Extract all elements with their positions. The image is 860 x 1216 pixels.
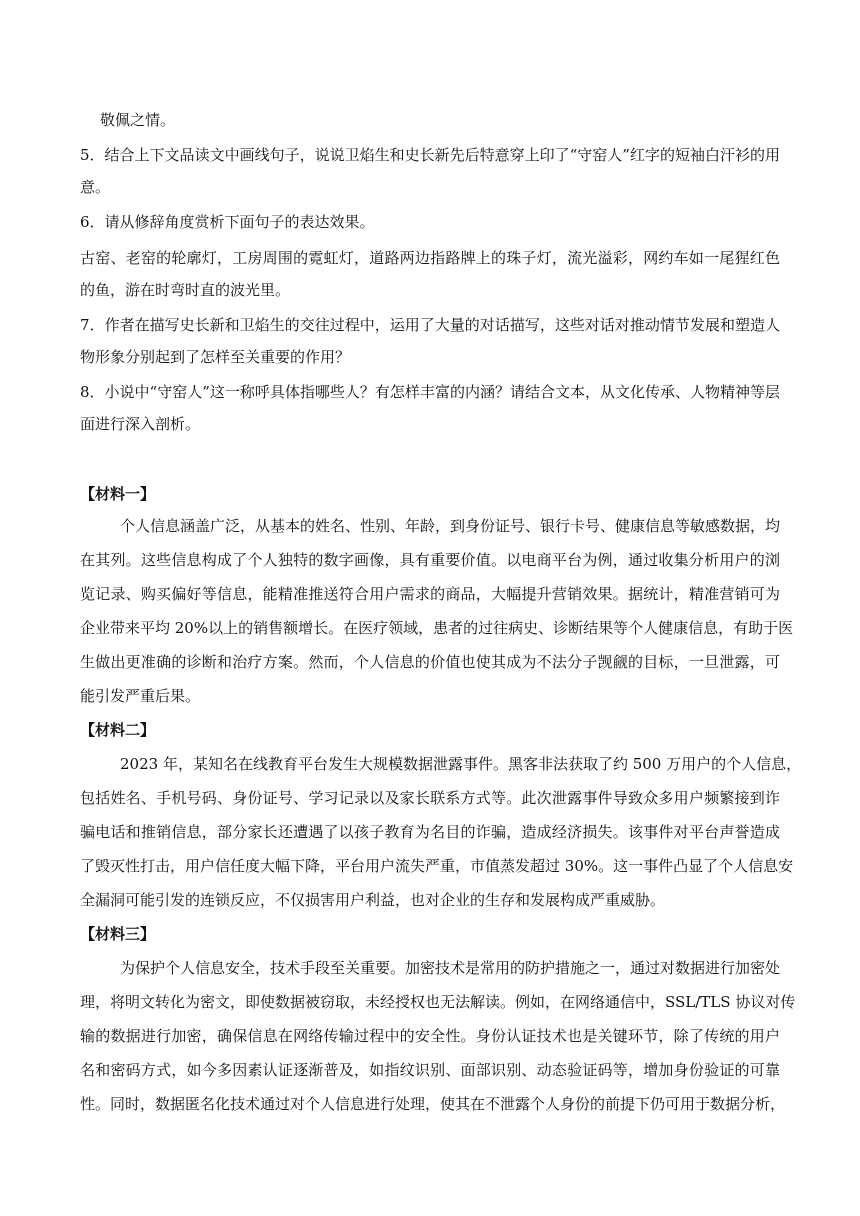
material-1-line: 企业带来平均 20%以上的销售额增长。在医疗领域，患者的过往病史、诊断结果等个人健康信息，有助于医	[80, 619, 794, 637]
question-5-line-1: 5．结合上下文品读文中画线句子，说说卫焰生和史长新先后特意穿上印了“守窑人”红字的短袖白汗衫的用	[80, 146, 780, 164]
material-1-line: 在其列。这些信息构成了个人独特的数字画像，具有重要价值。以电商平台为例，通过收集分析用户的浏	[80, 551, 780, 569]
material-3-line: 为保护个人信息安全，技术手段至关重要。加密技术是常用的防护措施之一，通过对数据进行加密处	[120, 959, 781, 977]
question-5-line-2: 意。	[80, 178, 111, 196]
material-3-line: 性。同时，数据匿名化技术通过对个人信息进行处理，使其在不泄露个人身份的前提下仍可用于数据分析，	[80, 1095, 786, 1113]
material-1-heading: 【材料一】	[80, 485, 156, 503]
question-7-line-1: 7．作者在描写史长新和卫焰生的交往过程中，运用了大量的对话描写，这些对话对推动情节发展和塑造人	[80, 316, 780, 334]
material-3-heading: 【材料三】	[80, 925, 156, 943]
material-2-heading: 【材料二】	[80, 721, 156, 739]
q4-tail-text: 敬佩之情。	[100, 111, 176, 129]
material-2-line: 全漏洞可能引发的连锁反应，不仅损害用户利益，也对企业的生存和发展构成严重威胁。	[80, 891, 666, 909]
question-8-line-1: 8．小说中“守窑人”这一称呼具体指哪些人？有怎样丰富的内涵？请结合文本，从文化传承、人物精神等层	[80, 383, 780, 401]
question-6-quote-line-2: 的鱼，游在时弯时直的波光里。	[80, 281, 291, 299]
material-2-line: 骗电话和推销信息，部分家长还遭遇了以孩子教育为名目的诈骗，造成经济损失。该事件对平台声誉造成	[80, 823, 780, 841]
material-2-line: 2023 年，某知名在线教育平台发生大规模数据泄露事件。黑客非法获取了约 500 万用户的个人信息，	[120, 755, 802, 773]
material-1-line: 能引发严重后果。	[80, 687, 201, 705]
material-1-line: 览记录、购买偏好等信息，能精准推送符合用户需求的商品，大幅提升营销效果。据统计，精准营销可为	[80, 585, 780, 603]
question-7-line-2: 物形象分别起到了怎样至关重要的作用？	[80, 348, 351, 366]
material-1-line: 生做出更准确的诊断和治疗方案。然而，个人信息的价值也使其成为不法分子觊觎的目标，一旦泄露，可	[80, 653, 780, 671]
material-2-line: 了毁灭性打击，用户信任度大幅下降，平台用户流失严重，市值蒸发超过 30%。这一事件凸显了个人信息安	[80, 857, 794, 875]
material-1-line: 个人信息涵盖广泛，从基本的姓名、性别、年龄，到身份证号、银行卡号、健康信息等敏感数据，均	[120, 517, 781, 535]
material-3-line: 输的数据进行加密，确保信息在网络传输过程中的安全性。身份认证技术也是关键环节，除了传统的用户	[80, 1027, 780, 1045]
question-8-line-2: 面进行深入剖析。	[80, 415, 201, 433]
question-6-quote-line-1: 古窑、老窑的轮廓灯，工房周围的霓虹灯，道路两边指路牌上的珠子灯，流光溢彩，网约车如一尾猩红色	[80, 249, 780, 267]
question-6-line-1: 6．请从修辞角度赏析下面句子的表达效果。	[80, 213, 375, 231]
material-2-line: 包括姓名、手机号码、身份证号、学习记录以及家长联系方式等。此次泄露事件导致众多用户频繁接到诈	[80, 789, 780, 807]
material-3-line: 理，将明文转化为密文，即使数据被窃取，未经授权也无法解读。例如，在网络通信中，SSL/TLS 协议对传	[80, 993, 796, 1011]
material-3-line: 名和密码方式，如今多因素认证逐渐普及，如指纹识别、面部识别、动态验证码等，增加身份验证的可靠	[80, 1061, 780, 1079]
